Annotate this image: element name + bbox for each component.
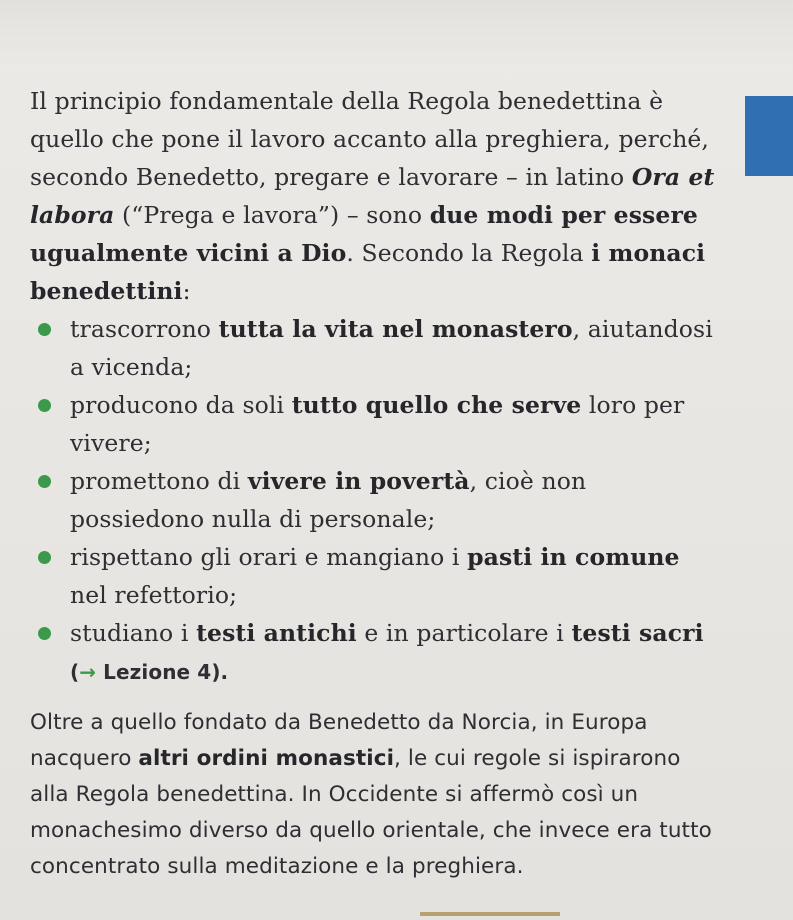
bullet-icon [38, 551, 51, 564]
ref-close: ). [211, 660, 229, 684]
p1-text-c: (“Prega e lavora”) – sono [114, 201, 430, 229]
paragraph-regola [30, 82, 720, 310]
list-item [30, 462, 720, 538]
bullet-icon [38, 323, 51, 336]
list-item [30, 538, 720, 614]
list-item-text: , cioè non possiedono nulla di personale; [70, 467, 587, 533]
list-item-text: producono da soli [70, 391, 292, 419]
lesson-reference [70, 660, 228, 684]
monks-list [30, 310, 720, 691]
list-item-text: studiano i [70, 619, 197, 647]
list-item-bold: testi sacri [571, 619, 704, 647]
list-item-bold: vivere in povertà [247, 467, 470, 495]
bullet-icon [38, 475, 51, 488]
p1-text-e: . Secondo la Regola [346, 239, 592, 267]
p1-bold-due-modi: due modi per essere ugualmente vicini a Dio [30, 201, 698, 267]
list-item-bold: tutta la vita nel monastero [218, 315, 573, 343]
p2-bold-ordini: altri ordini monastici [138, 746, 395, 771]
p1-ora-et-labora: Ora et labora [30, 163, 715, 229]
ref-open: ( [70, 660, 80, 684]
list-item [30, 310, 720, 386]
p1-text-g: : [182, 277, 191, 305]
bullet-icon [38, 627, 51, 640]
list-item [30, 386, 720, 462]
list-item [30, 614, 720, 691]
list-item-bold: pasti in comune [467, 543, 680, 571]
list-item-bold: tutto quello che serve [291, 391, 582, 419]
list-item-text: e in particolare i [356, 619, 572, 647]
bullet-icon [38, 399, 51, 412]
page-shadow [0, 0, 793, 70]
text-body [30, 82, 720, 885]
list-item-text: promettono di [70, 467, 248, 495]
p1-bold-monaci: i monaci benedettini [30, 239, 706, 305]
p2-text-c: , le cui regole si ispirarono alla Regola benedettina. In Occidente si affermò così un monachesimo diverso da quello orientale, che invece era tutto concentrato sulla meditazione e la preghiera. [30, 746, 712, 879]
ref-label: Lezione 4 [96, 660, 212, 684]
list-item-text: trascorrono [70, 315, 219, 343]
list-item-text: rispettano gli orari e mangiano i [70, 543, 468, 571]
list-item-text: nel refettorio; [70, 581, 238, 609]
arrow-right-icon: → [79, 660, 97, 684]
decorative-line [420, 912, 560, 916]
p1-text-a: Il principio fondamentale della Regola benedettina è quello che pone il lavoro accanto alla preghiera, perché, secondo Benedetto, pregare e lavorare – in latino [30, 87, 710, 191]
paragraph-ordini [30, 705, 720, 885]
p2-text-a: Oltre a quello fondato da Benedetto da Norcia, in Europa nacquero [30, 710, 648, 771]
list-item-bold: testi antichi [196, 619, 357, 647]
list-item-text: loro per vivere; [70, 391, 685, 457]
list-item-text: , aiutandosi a vicenda; [70, 315, 713, 381]
blue-margin-tab [745, 96, 793, 176]
